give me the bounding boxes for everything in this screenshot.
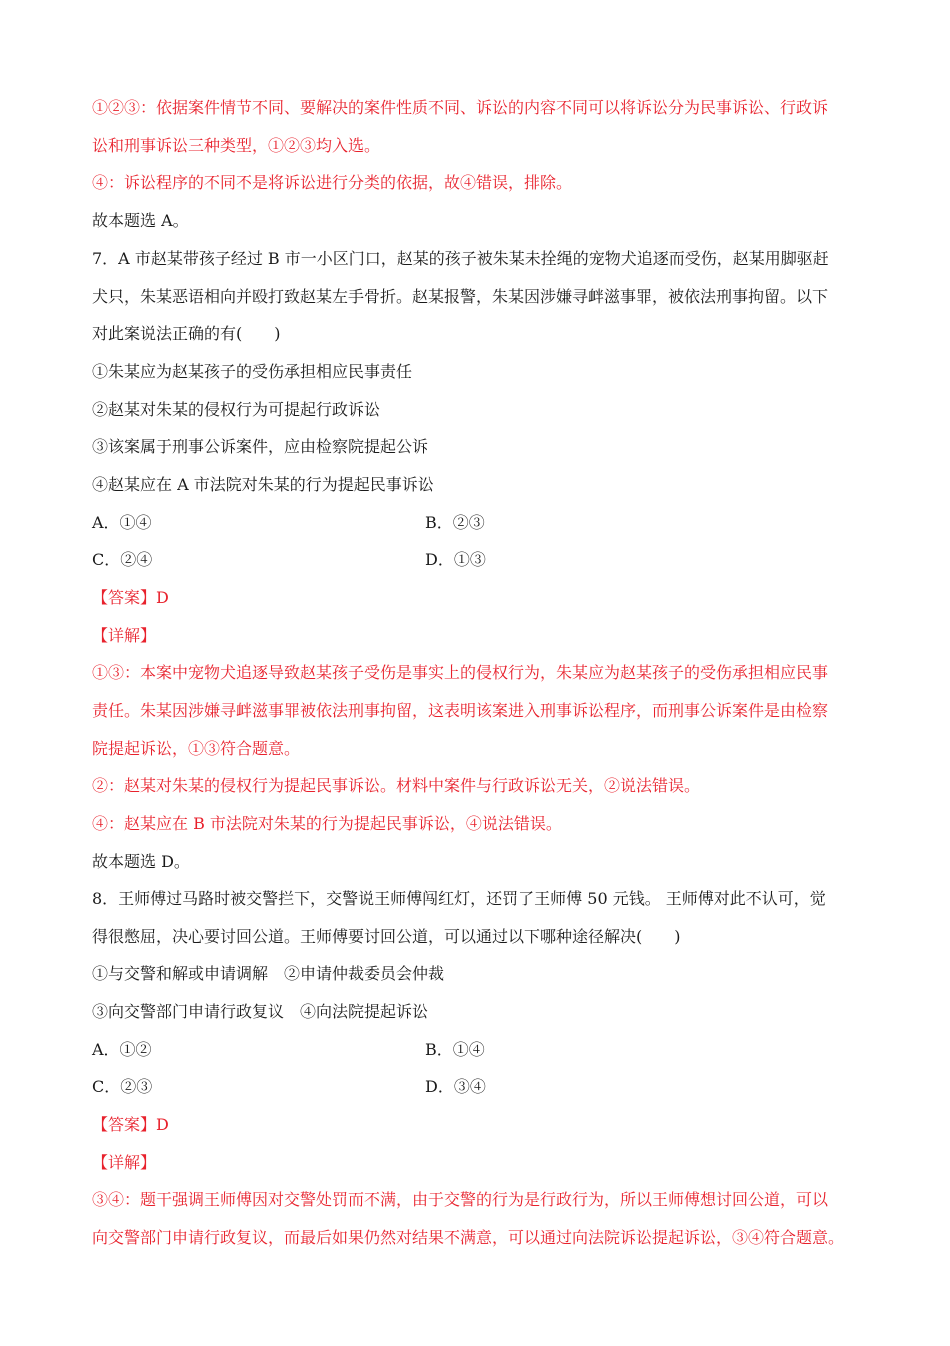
explanation-line: ④：赵某应在 B 市法院对朱某的行为提起民事诉讼，④说法错误。 (92, 814, 562, 833)
explanation-line: ②：赵某对朱某的侵权行为提起民事诉讼。材料中案件与行政诉讼无关，②说法错误。 (92, 776, 701, 795)
explanation-line: 院提起诉讼，①③符合题意。 (92, 739, 301, 758)
option-c: C．②④ (92, 550, 153, 569)
detail-label: 【详解】 (92, 1153, 157, 1172)
explanation-line: 责任。朱某因涉嫌寻衅滋事罪被依法刑事拘留，这表明该案进入刑事诉讼程序，而刑事公诉案件是由检察 (92, 701, 829, 720)
answer-label: 【答案】D (92, 588, 169, 607)
explanation-line: 向交警部门申请行政复议，而最后如果仍然对结果不满意，可以通过向法院诉讼提起诉讼，③④符合题意。 (92, 1228, 845, 1247)
option-d: D．③④ (425, 1077, 486, 1096)
question-8-stem: 得很憋屈，决心要讨回公道。王师傅要讨回公道，可以通过以下哪种途径解决( ) (92, 927, 681, 946)
question-8-stem: 8．王师傅过马路时被交警拦下，交警说王师傅闯红灯，还罚了王师傅 50 元钱。 王师傅对此不认可，觉 (92, 889, 826, 908)
option-a: A．①② (92, 1040, 152, 1059)
statement-item: ③向交警部门申请行政复议 ④向法院提起诉讼 (92, 1002, 429, 1021)
conclusion-line: 故本题选 A。 (92, 211, 189, 230)
question-7-stem: 对此案说法正确的有( ) (92, 324, 281, 343)
answer-line (92, 588, 169, 608)
conclusion-line: 故本题选 D。 (92, 852, 190, 871)
option-a: A．①④ (92, 513, 152, 532)
explanation-line: ④：诉讼程序的不同不是将诉讼进行分类的依据，故④错误，排除。 (92, 173, 573, 192)
explanation-line: ①③：本案中宠物犬追逐导致赵某孩子受伤是事实上的侵权行为，朱某应为赵某孩子的受伤承担相应民事 (92, 663, 829, 682)
statement-item: ④赵某应在 A 市法院对朱某的行为提起民事诉讼 (92, 475, 434, 494)
statement-item: ①与交警和解或申请调解 ②申请仲裁委员会仲裁 (92, 964, 445, 983)
explanation-line: ①②③：依据案件情节不同、要解决的案件性质不同、诉讼的内容不同可以将诉讼分为民事诉讼、行政诉 (92, 98, 829, 117)
detail-label: 【详解】 (92, 626, 157, 645)
explanation-line: ③④：题干强调王师傅因对交警处罚而不满，由于交警的行为是行政行为，所以王师傅想讨回公道，可以 (92, 1190, 829, 1209)
question-7-stem: 7．A 市赵某带孩子经过 B 市一小区门口，赵某的孩子被朱某未拴绳的宠物犬追逐而受伤，赵某用脚驱赶 (92, 249, 829, 268)
option-d: D．①③ (425, 550, 486, 569)
explanation-line: 讼和刑事诉讼三种类型，①②③均入选。 (92, 136, 381, 155)
option-b: B．①④ (425, 1040, 485, 1059)
statement-item: ①朱某应为赵某孩子的受伤承担相应民事责任 (92, 362, 413, 381)
statement-item: ③该案属于刑事公诉案件，应由检察院提起公诉 (92, 437, 429, 456)
option-c: C．②③ (92, 1077, 153, 1096)
statement-item: ②赵某对朱某的侵权行为可提起行政诉讼 (92, 400, 381, 419)
option-b: B．②③ (425, 513, 485, 532)
answer-label: 【答案】D (92, 1115, 169, 1134)
question-7-stem: 犬只，朱某恶语相向并殴打致赵某左手骨折。赵某报警，朱某因涉嫌寻衅滋事罪，被依法刑事拘留。以下 (92, 287, 829, 306)
